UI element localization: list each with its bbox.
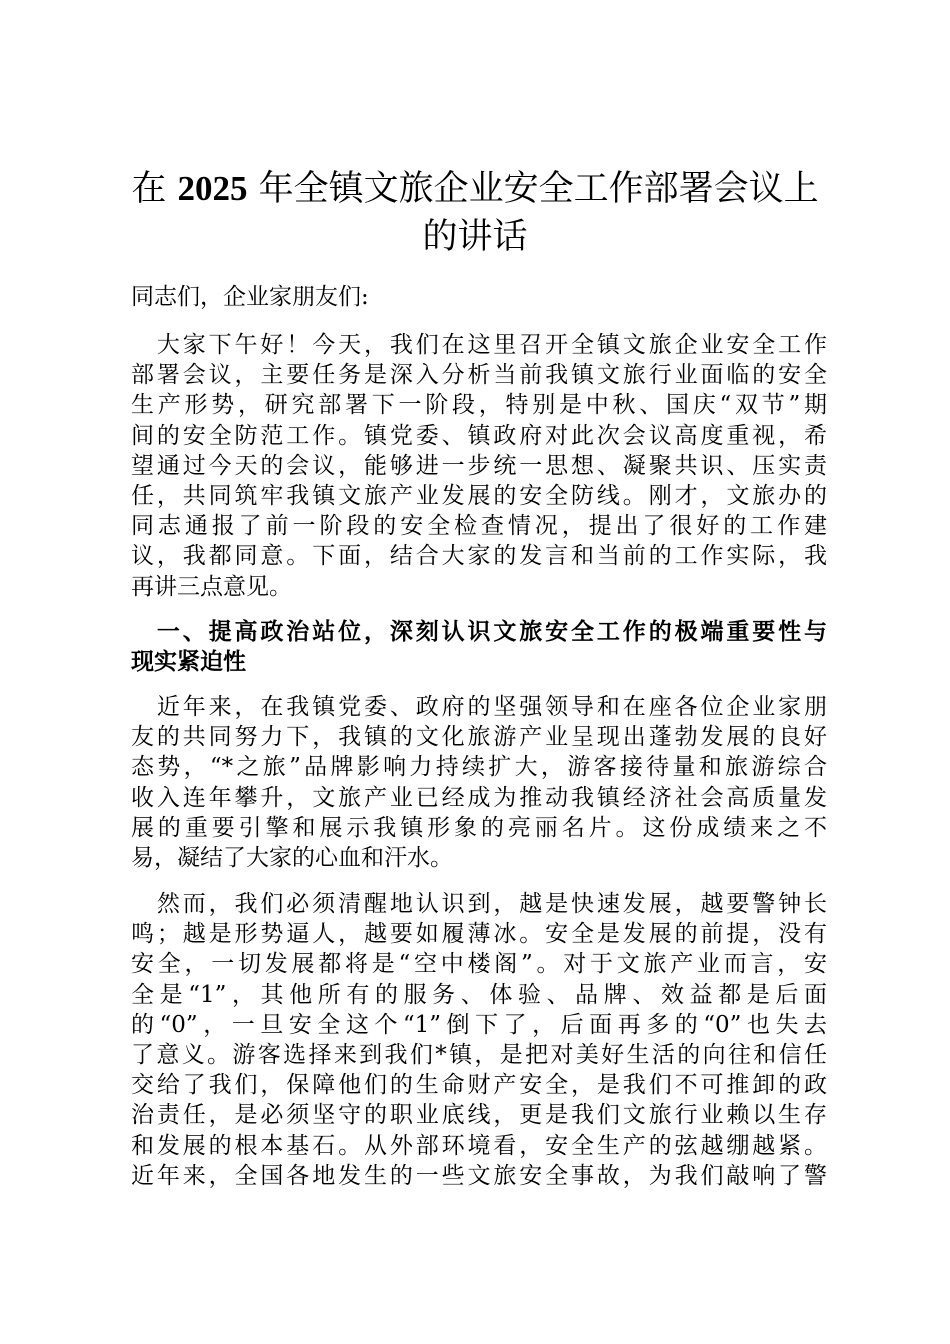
text-line: 再讲三点意见。 xyxy=(131,573,292,600)
heading-line: 一、提高政治站位，深刻认识文旅安全工作的极端重要性与 xyxy=(131,618,827,645)
heading-line: 现实紧迫性 xyxy=(131,648,246,676)
title-text-part: 在 xyxy=(131,169,178,209)
text-line: 大家下午好！今天，我们在这里召开全镇文旅企业安全工作 xyxy=(131,332,827,358)
text-line: 易，凝结了大家的心血和汗水。 xyxy=(131,845,453,872)
title-text-part: 年全镇文旅企业安全工作部署会议上 xyxy=(247,169,819,209)
text-line: 友的共同努力下，我镇的文化旅游产业呈现出蓬勃发展的良好 xyxy=(131,724,827,751)
paragraph-safety xyxy=(131,889,827,1191)
text-line: 望通过今天的会议，能够进一步统一思想、凝聚共识、压实责 xyxy=(131,452,827,479)
text-line: 态势，“*之旅”品牌影响力持续扩大，游客接待量和旅游综合 xyxy=(131,754,827,781)
text-line: 安全，一切发展都将是“空中楼阁”。对于文旅产业而言，安 xyxy=(131,951,827,978)
text-line: 近年来，在我镇党委、政府的坚强领导和在座各位企业家朋 xyxy=(131,694,827,720)
text-line: 近年来，全国各地发生的一些文旅安全事故，为我们敲响了警 xyxy=(131,1162,827,1189)
title-line-1 xyxy=(120,165,830,213)
title-year: 2025 xyxy=(177,169,248,208)
text-line: 收入连年攀升，文旅产业已经成为推动我镇经济社会高质量发 xyxy=(131,784,827,811)
text-line: 部署会议，主要任务是深入分析当前我镇文旅行业面临的安全 xyxy=(131,362,827,389)
text-line: 交给了我们，保障他们的生命财产安全，是我们不可推卸的政 xyxy=(131,1072,827,1099)
title-line-2: 的讲话 xyxy=(422,217,528,257)
text-line: 全是“1”，其他所有的服务、体验、品牌、效益都是后面 xyxy=(131,981,827,1008)
section-heading-1 xyxy=(131,617,827,677)
text-line: 然而，我们必须清醒地认识到，越是快速发展，越要警钟长 xyxy=(131,891,827,917)
text-line: 的“0”，一旦安全这个“1”倒下了，后面再多的“0”也失去 xyxy=(131,1011,827,1038)
text-line: 和发展的根本基石。从外部环境看，安全生产的弦越绷越紧。 xyxy=(131,1132,827,1159)
text-line: 间的安全防范工作。镇党委、镇政府对此次会议高度重视，希 xyxy=(131,422,827,449)
text-line: 展的重要引擎和展示我镇形象的亮丽名片。这份成绩来之不 xyxy=(131,814,827,841)
salutation: 同志们，企业家朋友们: xyxy=(131,284,369,310)
text-line: 生产形势，研究部署下一阶段，特别是中秋、国庆“双节”期 xyxy=(131,392,827,419)
paragraph-achievements xyxy=(131,692,827,873)
paragraph-opening xyxy=(131,330,827,602)
text-line: 议，我都同意。下面，结合大家的发言和当前的工作实际，我 xyxy=(131,543,827,570)
text-line: 同志通报了前一阶段的安全检查情况，提出了很好的工作建 xyxy=(131,513,827,540)
document-title xyxy=(120,165,830,261)
text-line: 任，共同筑牢我镇文旅产业发展的安全防线。刚才，文旅办的 xyxy=(131,483,827,510)
text-line: 治责任，是必须坚守的职业底线，更是我们文旅行业赖以生存 xyxy=(131,1102,827,1129)
text-line: 鸣；越是形势逼人，越要如履薄冰。安全是发展的前提，没有 xyxy=(131,921,827,948)
text-line: 了意义。游客选择来到我们*镇，是把对美好生活的向往和信任 xyxy=(131,1042,827,1069)
